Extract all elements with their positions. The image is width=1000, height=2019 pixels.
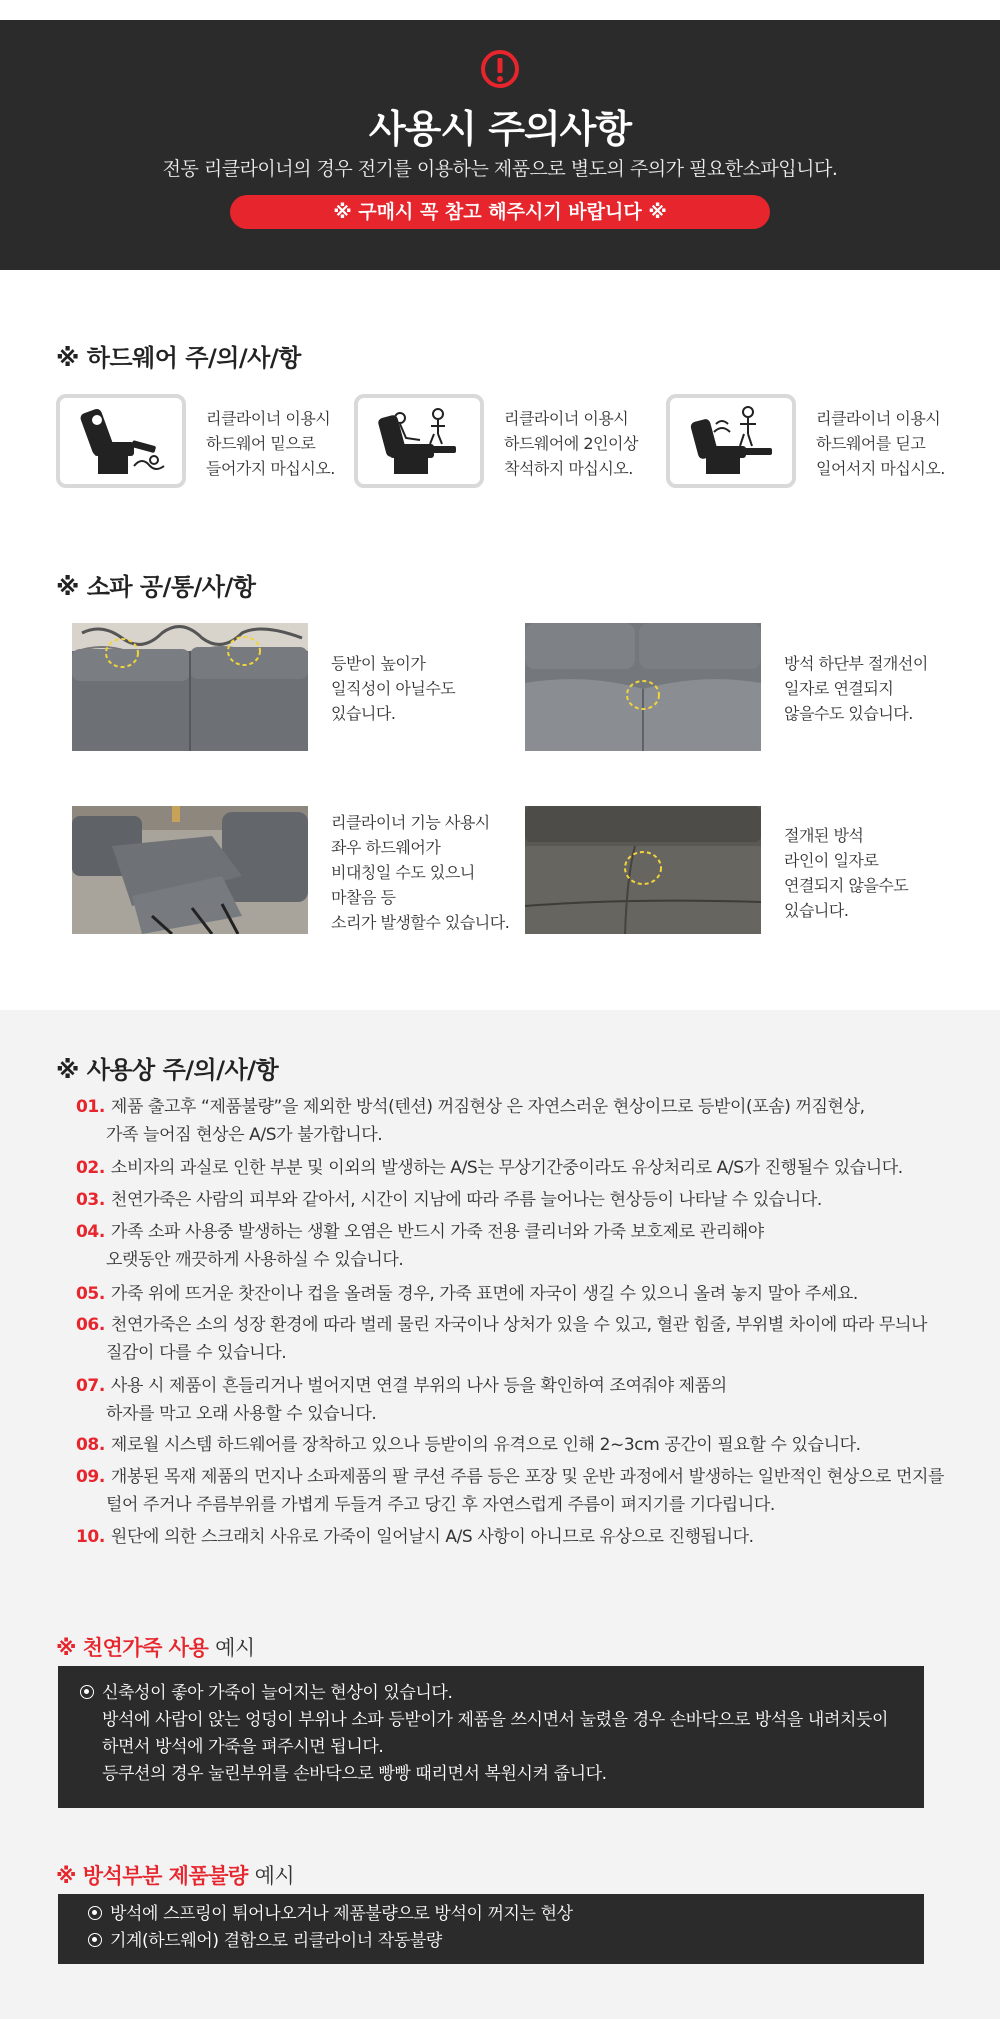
hardware-item-text: 리클라이너 이용시 하드웨어에 2인이상 착석하지 마십시오. [504, 409, 638, 478]
notice-item: 02. 소비자의 과실로 인한 부분 및 이외의 발생하는 A/S는 무상기간중이라도 유상처리로 A/S가 진행될수 있습니다. [76, 1158, 903, 1178]
notice-item: 05. 가죽 위에 뜨거운 찻잔이나 컵을 올려둘 경우, 가죽 표면에 자국이 생길 수 있으니 올려 놓지 말아 주세요. [76, 1284, 858, 1304]
bullet-icon [80, 1685, 94, 1699]
defect-example-heading: ※ 방석부분 제품불량 예시 [56, 1864, 295, 1888]
recliner-two-people-icon [370, 404, 470, 480]
hardware-icon-frame [354, 394, 484, 488]
notice-item: 03. 천연가죽은 사람의 피부와 같아서, 시간이 지남에 따라 주름 늘어나는 현상등이 나타날 수 있습니다. [76, 1190, 822, 1210]
hardware-item-text: 리클라이너 이용시 하드웨어 밑으로 들어가지 마십시오. [206, 409, 335, 478]
notice-pill: ※ 구매시 꼭 참고 해주시기 바랍니다 ※ [230, 195, 770, 229]
sofa-note-text: 방석 하단부 절개선이 일자로 연결되지 않을수도 있습니다. [784, 654, 928, 723]
notice-item: 01. 제품 출고후 “제품불량”을 제외한 방석(텐션) 꺼짐현상 은 자연스러운 현상이므로 등받이(포솜) 꺼짐현상, 가족 늘어짐 현상은 A/S가 불가합니다. [76, 1097, 865, 1145]
usage-heading: ※ 사용상 주/의/사/항 [56, 1056, 279, 1084]
hardware-heading: ※ 하드웨어 주/의/사/항 [56, 344, 301, 372]
recliner-mechanism-photo [72, 806, 308, 934]
sofa-seat-line-photo [525, 806, 761, 934]
page-title: 사용시 주의사항 [368, 107, 632, 151]
sofa-note-text: 리클라이너 기능 사용시 좌우 하드웨어가 비대칭일 수도 있으니 마찰음 등 소리가 발생할수 있습니다. [331, 813, 510, 932]
sofa-note-text: 절개된 방석 라인이 일자로 연결되지 않을수도 있습니다. [784, 826, 909, 920]
notice-item: 04. 가족 소파 사용중 발생하는 생활 오염은 반드시 가죽 전용 클리너와 가죽 보호제로 관리해야 오랫동안 깨끗하게 사용하실 수 있습니다. [76, 1222, 764, 1270]
notice-item: 07. 사용 시 제품이 흔들리거나 벌어지면 연결 부위의 나사 등을 확인하여 조여줘야 제품의 하자를 막고 오래 사용할 수 있습니다. [76, 1376, 727, 1424]
notice-item: 09. 개봉된 목재 제품의 먼지나 소파제품의 팔 쿠션 주름 등은 포장 및 운반 과정에서 발생하는 일반적인 현상으로 먼지를 털어 주거나 주름부위를 가볍게 두들겨 주고 당긴 후 자연스럽게 주름이 펴지기를 기다립니다. [76, 1467, 945, 1515]
recliner-standing-icon [682, 404, 782, 480]
notice-item: 10. 원단에 의한 스크래치 사유로 가죽이 일어날시 A/S 사항이 아니므로 유상으로 진행됩니다. [76, 1527, 754, 1547]
sofa-common-heading: ※ 소파 공/통/사/항 [56, 573, 256, 601]
exclamation-icon [480, 49, 520, 89]
hardware-item-text: 리클라이너 이용시 하드웨어를 딛고 일어서지 마십시오. [816, 409, 945, 478]
warning-banner [0, 20, 1000, 270]
sofa-note-text: 등받이 높이가 일직성이 아닐수도 있습니다. [331, 654, 456, 723]
hardware-icon-frame [666, 394, 796, 488]
sofa-seat-seam-photo [525, 623, 761, 751]
leather-example-heading: ※ 천연가죽 사용 예시 [56, 1636, 255, 1660]
bullet-icon [88, 1933, 102, 1947]
hardware-icon-frame [56, 394, 186, 488]
leather-example-box: 신축성이 좋아 가죽이 늘어지는 현상이 있습니다. 방석에 사람이 앉는 엉덩이 부위나 소파 등받이가 제품을 쓰시면서 눌렸을 경우 손바닥으로 방석을 내려치듯이 하면서 방석에 가죽을 펴주시면 됩니다. 등쿠션의 경우 눌린부위를 손바닥으로 빵빵 때리면서 복원시켜 줍니다. [58, 1666, 924, 1808]
banner-subtitle: 전동 리클라이너의 경우 전기를 이용하는 제품으로 별도의 주의가 필요한소파입니다. [162, 158, 838, 180]
defect-example-box: 방석에 스프링이 튀어나오거나 제품불량으로 방석이 꺼지는 현상 기계(하드웨어) 결함으로 리클라이너 작동불량 [58, 1894, 924, 1964]
notice-item: 08. 제로월 시스템 하드웨어를 장착하고 있으나 등받이의 유격으로 인해 2~3cm 공간이 필요할 수 있습니다. [76, 1435, 861, 1455]
notice-item: 06. 천연가죽은 소의 성장 환경에 따라 벌레 물린 자국이나 상처가 있을 수 있고, 혈관 힘줄, 부위별 차이에 따라 무늬나 질감이 다를 수 있습니다. [76, 1315, 927, 1363]
bullet-icon [88, 1906, 102, 1920]
recliner-under-icon [72, 404, 172, 480]
sofa-backrest-photo [72, 623, 308, 751]
